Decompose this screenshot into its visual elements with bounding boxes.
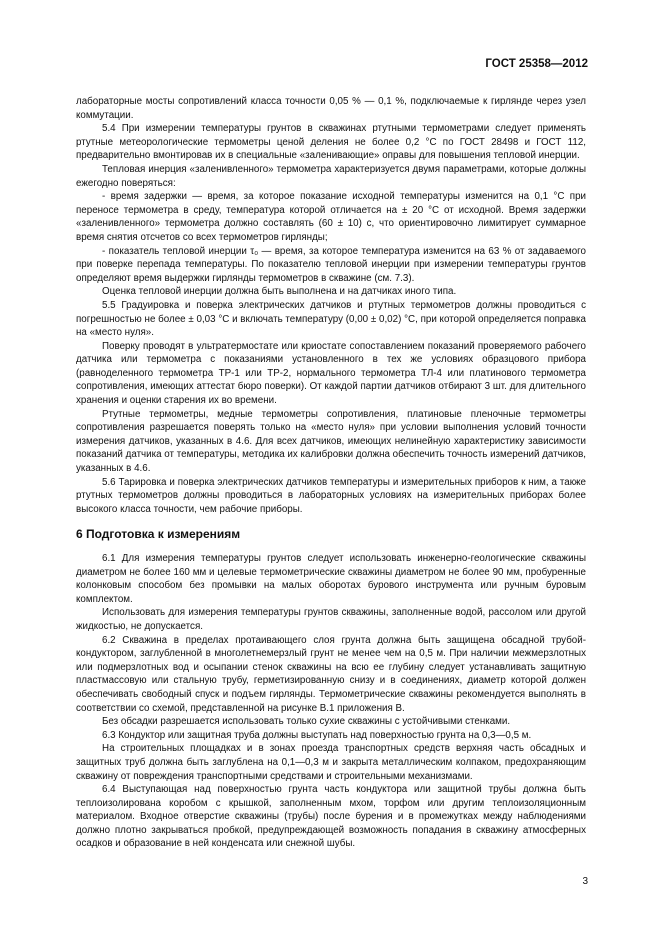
section-6-paragraphs xyxy=(76,552,586,851)
paragraph: 6.3 Кондуктор или защитная труба должны выступать над поверхностью грунта на 0,3—0,5 м. xyxy=(102,729,532,741)
document-body xyxy=(76,95,586,851)
paragraph: 5.5 Градуировка и поверка электрических датчиков и ртутных термометров должны проводиться с погрешностью не более ± 0,03 °С и включать температуру (0,00 ± 0,02) °С, при которой определяется поправка на «место нуля». xyxy=(76,299,586,339)
paragraph: 5.6 Тарировка и поверка электрических датчиков температуры и измерительных приборов к ним, а также ртутных термометров должны проводиться в лабораторных условиях на измерительных приборах более высокого класса точности, чем рабочие приборы. xyxy=(76,476,586,515)
paragraph: 6.4 Выступающая над поверхностью грунта часть кондуктора или защитной трубы должна быть теплоизолирована коробом с крышкой, заполненным мхом, торфом или другим теплоизоляционным материалом. Входное отверстие скважины (трубы) после бурения и в промежутках между наблюдениями должно плотно закрываться пробкой, предупреждающей возможность попадания в скважину атмосферных осадков и образование в ней конденсата или снежной шубы. xyxy=(76,784,586,850)
paragraph: - показатель тепловой инерции τ₀ — время, за которое температура изменится на 63 % от задаваемого при поверке перепада температуры. По показателю тепловой инерции при измерении температуры грунтов определяют время выдержки гирлянды термометров в скважине (см. 7.3). xyxy=(76,245,586,284)
paragraph: лабораторные мосты сопротивлений класса точности 0,05 % — 0,1 %, подключаемые к гирлянде через узел коммутации. xyxy=(76,96,586,121)
page-number: 3 xyxy=(582,876,588,887)
paragraph: Оценка тепловой инерции должна быть выполнена и на датчиках иного типа. xyxy=(102,286,457,298)
paragraph: 6.2 Скважина в пределах протаивающего слоя грунта должна быть защищена обсадной трубой-кондуктором, заглубленной в многолетнемерзлый грунт не менее чем на 0,5 м. При наличии межмерзлотных или подмерзлотных вод и осыпании стенок скважины на всю ее глубину следует устанавливать защитную пластмассовую или стальную трубу, герметизированную снизу и в соединениях, диаметр которой должен обеспечивать свободный спуск и подъем гирлянды. Термометрические скважины рекомендуется выполнять в соответствии со схемой, представленной на рисунке В.1 приложения В. xyxy=(76,634,586,714)
document-header: ГОСТ 25358—2012 xyxy=(485,58,588,70)
section-5-paragraphs xyxy=(76,95,586,516)
paragraph: Поверку проводят в ультратермостате или криостате сопоставлением показаний проверяемого рабочего датчика или термометра с показаниями установленного в тех же условиях образцового прибора (равноделенного термометра ТР-1 или ТР-2, нормального термометра ТЛ-4 или платинового термометра сопротивления, имеющих аттестат бюро поверки). От каждой партии датчиков отбирают 3 шт. для длительного хранения и оценки старения их во времени. xyxy=(76,340,586,407)
paragraph: 6.1 Для измерения температуры грунтов следует использовать инженерно-геологические скважины диаметром не более 160 мм и целевые термометрические скважины диаметром не более 90 мм, пробуренные колонковым способом без промывки на малых оборотах бурового инструмента или ручным буровым комплектом. xyxy=(76,553,586,605)
paragraph: Использовать для измерения температуры грунтов скважины, заполненные водой, рассолом или другой жидкостью, не допускается. xyxy=(76,607,586,632)
paragraph: На строительных площадках и в зонах проезда транспортных средств верхняя часть обсадных и защитных труб должна быть заглублена на 0,1—0,3 м и закрыта металлическим колпаком, предохраняющим скважину от повреждения транспортными средствами и строительными механизмами. xyxy=(76,743,586,782)
section-6-title: 6 Подготовка к измерениям xyxy=(76,527,241,542)
paragraph: 5.4 При измерении температуры грунтов в скважинах ртутными термометрами следует применять ртутные метеорологические термометры ценой деления не более 0,2 °С по ГОСТ 28498 и ГОСТ 112, предварительно вмонтировав их в специальные «заленивающие» оправы для повышения тепловой инерции. xyxy=(76,123,586,162)
paragraph: - время задержки — время, за которое показание исходной температуры изменится на 0,1 °С при переносе термометра в среду, температура которой отличается на ± 20 °С от исходной. Время задержки «заленивленного» термометра должно составлять (60 ± 10) с, что ориентировочно лимитирует суммарное время снятия отсчетов со всех термометров гирлянды; xyxy=(76,191,586,243)
paragraph: Без обсадки разрешается использовать только сухие скважины с устойчивыми стенками. xyxy=(102,716,511,728)
paragraph: Ртутные термометры, медные термометры сопротивления, платиновые пленочные термометры сопротивления разрешается поверять только на «место нуля» при условии выполнения условий точности измерения датчиков, указанных в 4.6. Для всех датчиков, имеющих нелинейную характеристику зависимости показаний датчика от температуры, методика их калибровки должна обеспечить точность измерений датчиков, указанных в 4.6. xyxy=(76,408,586,475)
paragraph: Тепловая инерция «заленивленного» термометра характеризуется двумя параметрами, которые должны ежегодно поверяться: xyxy=(76,163,586,189)
